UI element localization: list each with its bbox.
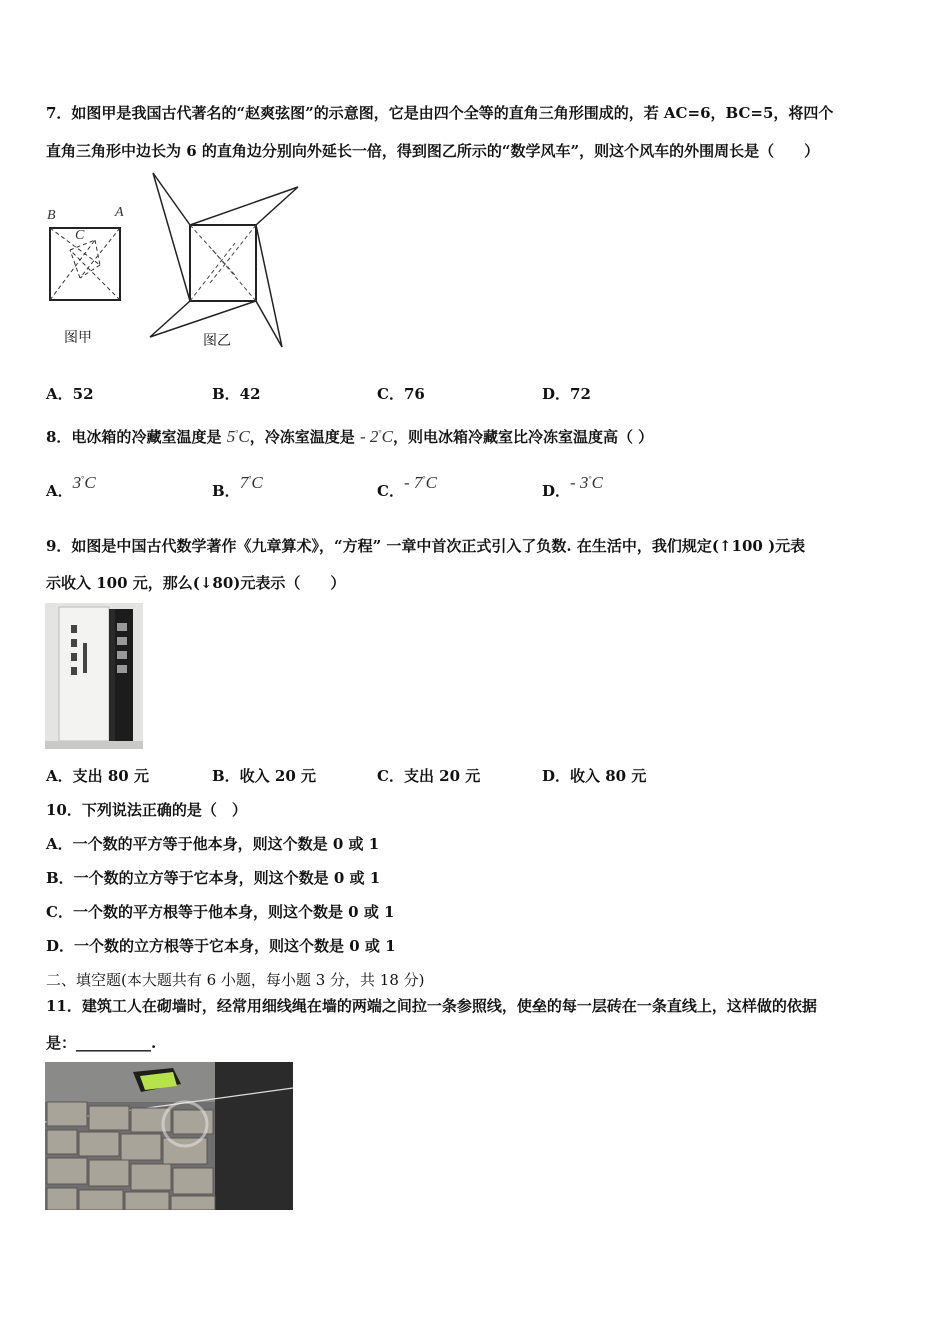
q7-line1: 7．如图甲是我国古代著名的“赵爽弦图”的示意图，它是由四个全等的直角三角形围成的，若 AC=6，BC=5，将四个 xyxy=(46,104,834,122)
q11-line1: 11．建筑工人在砌墙时，经常用细线绳在墙的两端之间拉一条参照线，使垒的每一层砖在一条直线上，这样做的依据 xyxy=(46,997,817,1015)
caption-jia: 图甲 xyxy=(64,330,92,346)
q8-mid: ，冷冻室温度是 xyxy=(249,428,355,446)
caption-yi: 图乙 xyxy=(203,333,231,349)
q10-option-a: A．一个数的平方等于他本身，则这个数是 0 或 1 xyxy=(46,835,380,853)
q9-option-c: C．支出 20 元 xyxy=(377,767,481,785)
q9-option-d: D．收入 80 元 xyxy=(542,767,647,785)
q7-line2: 直角三角形中边长为 6 的直角边分别向外延长一倍，得到图乙所示的“数学风车”，则这个风车的外围周长是（ ） xyxy=(46,142,820,160)
q8-suffix: ，则电冰箱冷藏室比冷冻室温度高（ ） xyxy=(392,428,654,446)
windmill-blades xyxy=(150,173,298,347)
q8-option-d: D．- 3°C xyxy=(542,473,603,500)
q10-title: 10．下列说法正确的是（ ） xyxy=(46,801,247,819)
q10-option-c: C．一个数的平方根等于他本身，则这个数是 0 或 1 xyxy=(46,903,395,921)
label-c: C xyxy=(75,228,85,243)
q8-fridge-temp: 5°C xyxy=(226,427,250,446)
q9-option-b: B．收入 20 元 xyxy=(212,767,316,785)
q11-line2: 是：__________. xyxy=(46,1034,157,1052)
q8-prefix: 8．电冰箱的冷藏室温度是 xyxy=(46,428,222,446)
q9-option-a: A．支出 80 元 xyxy=(46,767,149,785)
q9-line1: 9．如图是中国古代数学著作《九章算术》，“方程” 一章中首次正式引入了负数. 在生活中，我们规定(↑100 )元表 xyxy=(46,537,806,555)
q10-option-b: B．一个数的立方等于它本身，则这个数是 0 或 1 xyxy=(46,869,381,887)
q8-option-c: C．- 7°C xyxy=(377,473,437,500)
section-2-heading: 二、填空题(本大题共有 6 小题，每小题 3 分，共 18 分) xyxy=(46,971,425,989)
q7-option-b: B．42 xyxy=(212,385,261,403)
bricklaying-photo xyxy=(45,1062,293,1210)
windmill-figure xyxy=(140,165,310,355)
q8-freezer-temp: - 2°C xyxy=(359,427,393,446)
q10-option-d: D．一个数的立方根等于它本身，则这个数是 0 或 1 xyxy=(46,937,396,955)
q8-option-b: B．7°C xyxy=(212,473,263,500)
label-b: B xyxy=(47,208,56,223)
inner-triangles xyxy=(50,228,120,300)
jiuzhang-book-photo xyxy=(45,603,143,749)
q9-line2: 示收入 100 元，那么(↓80)元表示（ ） xyxy=(46,574,346,592)
q8-line xyxy=(46,426,653,447)
q7-option-c: C．76 xyxy=(377,385,425,403)
label-a: A xyxy=(115,205,124,220)
q7-option-a: A．52 xyxy=(46,385,94,403)
q8-option-a: A．3°C xyxy=(46,473,96,500)
q7-option-d: D．72 xyxy=(542,385,591,403)
